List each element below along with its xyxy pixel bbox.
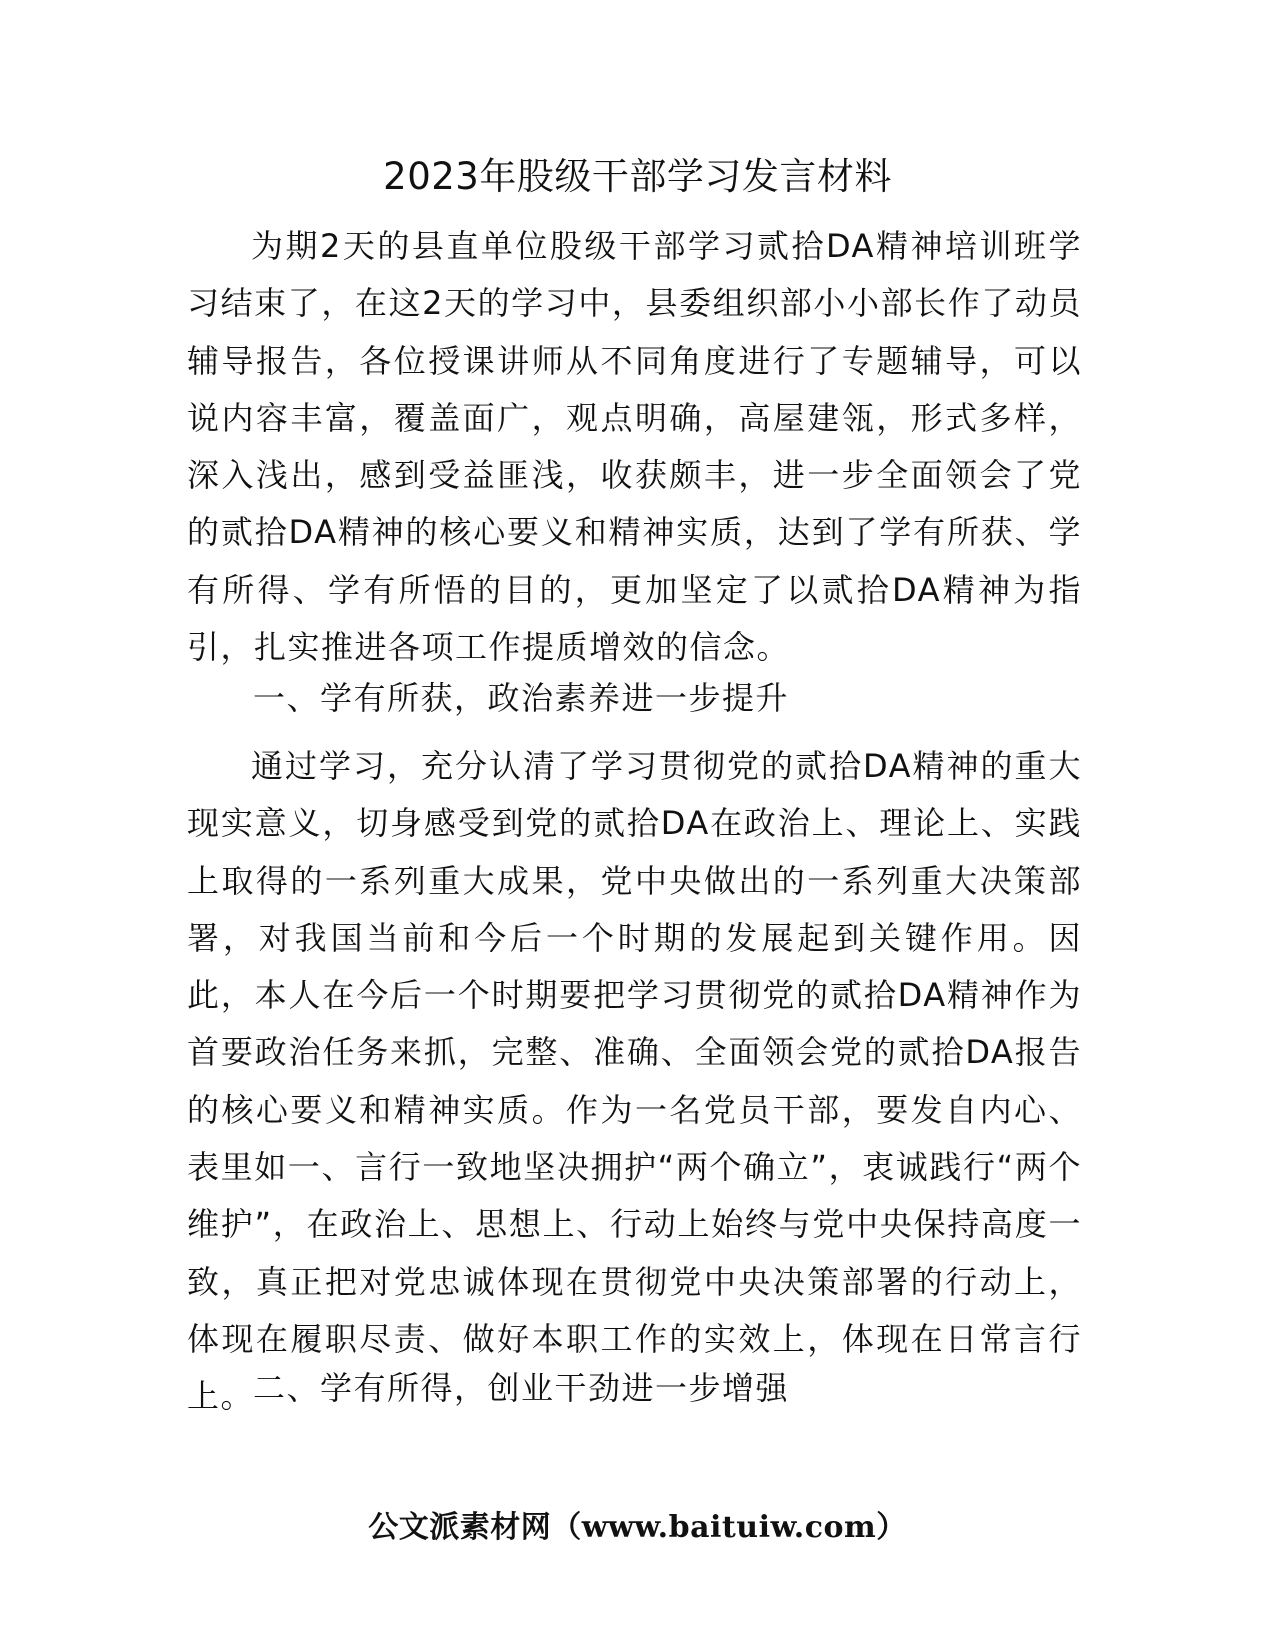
section-heading-1: 一、学有所获，政治素养进一步提升 xyxy=(253,679,790,717)
document-title: 2023年股级干部学习发言材料 xyxy=(383,155,892,198)
section-heading-2: 二、学有所得，创业干劲进一步增强 xyxy=(253,1369,790,1407)
section-1-paragraph: 通过学习，充分认清了学习贯彻党的贰拾DA精神的重大现实意义，切身感受到党的贰拾DA在政治上、理论上、实践上取得的一系列重大成果，党中央做出的一系列重大决策部署，对我国当前和今后一个时期的发展起到关键作用。因此，本人在今后一个时期要把学习贯彻党的贰拾DA精神作为首要政治任务来抓，完整、准确、全面领会党的贰拾DA报告的核心要义和精神实质。作为一名党员干部，要发自内心、表里如一、言行一致地坚决拥护“两个确立”，衷诚践行“两个维护”，在政治上、思想上、行动上始终与党中央保持高度一致，真正把对党忠诚体现在贯彻党中央决策部署的行动上，体现在履职尽责、做好本职工作的实效上，体现在日常言行上。 xyxy=(187,747,1082,1416)
watermark-footer: 公文派素材网（www.baituiw.com） xyxy=(368,1510,907,1545)
intro-paragraph: 为期2天的县直单位股级干部学习贰拾DA精神培训班学习结束了，在这2天的学习中，县委组织部小小部长作了动员辅导报告，各位授课讲师从不同角度进行了专题辅导，可以说内容丰富，覆盖面广，观点明确，高屋建瓴，形式多样，深入浅出，感到受益匪浅，收获颇丰，进一步全面领会了党的贰拾DA精神的核心要义和精神实质，达到了学有所获、学有所得、学有所悟的目的，更加坚定了以贰拾DA精神为指引，扎实推进各项工作提质增效的信念。 xyxy=(187,227,1082,667)
